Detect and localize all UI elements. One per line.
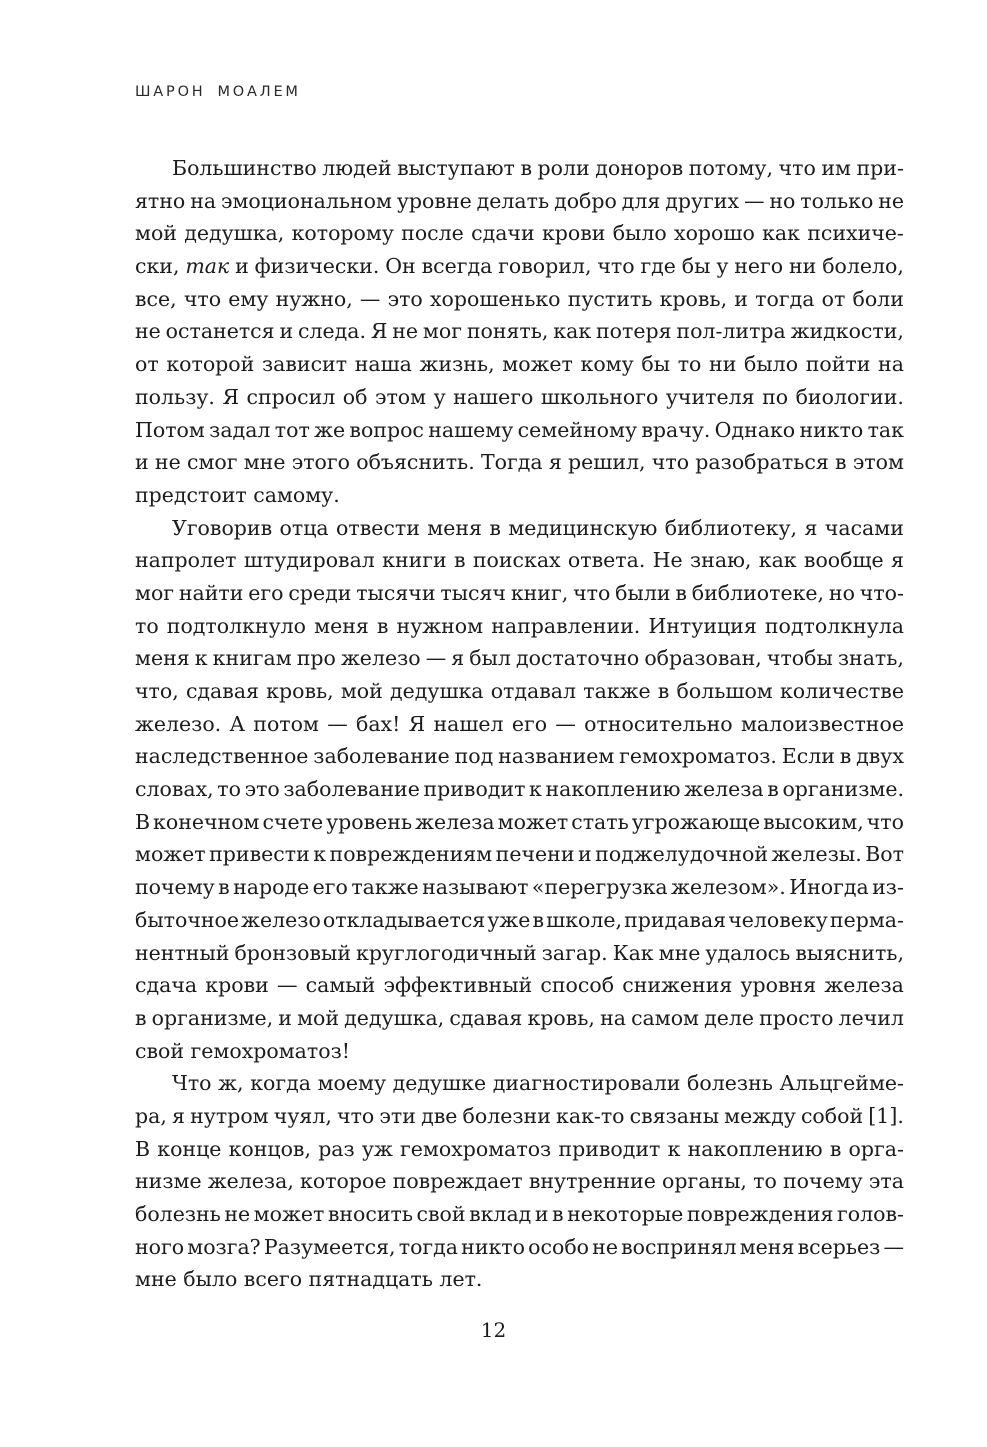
text-line: в организме, и мой дедушка, сдавая кровь, на самом деле просто лечил [135,1005,904,1030]
text-line: низме железа, которое повреждает внутренние органы, то почему эта [135,1169,904,1194]
text-line: ски, так и физически. Он всегда говорил, что где бы у него ни болело, [135,254,904,279]
text-line: не останется и следа. Я не мог понять, как потеря пол-литра жидкости, [135,319,904,344]
text-line: Что ж, когда моему дедушке диагностировали болезнь Альцгейме- [172,1071,904,1096]
text-line: напролет штудировал книги в поисках ответа. Не знаю, как вообще я [135,548,904,573]
text-line: наследственное заболевание под названием гемохроматоз. Если в двух [135,744,904,769]
text-line: словах, то это заболевание приводит к накоплению железа в организме. [135,777,904,802]
paragraph [135,152,904,512]
text-line: В конце концов, раз уж гемохроматоз приводит к накоплению в орга- [135,1136,904,1161]
text-line: все, что ему нужно, — это хорошенько пустить кровь, и тогда от боли [135,286,904,311]
text-line: может привести к повреждениям печени и поджелудочной железы. Вот [135,842,904,867]
text-line: нентный бронзовый круглогодичный загар. Как мне удалось выяснить, [135,940,904,965]
page-number: 12 [480,1318,507,1342]
text-line: болезнь не может вносить свой вклад и в некоторые повреждения голов- [135,1202,904,1226]
text-line: мог найти его среди тысячи тысяч книг, что были в библиотеке, но что- [135,580,904,605]
text-line: пользу. Я спросил об этом у нашего школьного учителя по биологии. [135,384,904,409]
text-line: что, сдавая кровь, мой дедушка отдавал также в большом количестве [135,679,904,703]
text-line: ного мозга? Разумеется, тогда никто особо не воспринял меня всерьез — [135,1234,904,1259]
text-line: ра, я нутром чуял, что эти две болезни как-то связаны между собой [1]. [135,1103,904,1128]
text-line: Большинство людей выступают в роли доноров потому, что им при- [172,156,904,180]
paragraph [135,512,904,1068]
running-header [135,84,301,100]
text-line: почему в народе его также называют «перегрузка железом». Иногда из- [135,875,904,900]
text-line: меня к книгам про железо — я был достаточно образован, чтобы знать, [135,646,904,671]
text-line: то подтолкнуло меня в нужном направлении. Интуиция подтолкнула [135,613,904,638]
paragraph [135,1067,904,1296]
author-last-name: МОАЛЕМ [217,84,301,100]
text-line: предстоит самому. [135,482,340,507]
text-line: ятно на эмоциональном уровне делать добро для других — но только не [135,188,904,213]
text-line: Потом задал тот же вопрос нашему семейному врачу. Однако никто так [135,417,904,442]
text-line: быточное железо откладывается уже в школе, придавая человеку перма- [135,907,904,932]
text-line: Уговорив отца отвести меня в медицинскую библиотеку, я часами [172,515,904,540]
text-line: мой дедушка, которому после сдачи крови было хорошо как психиче- [135,221,904,246]
body-text [135,152,904,1296]
text-line: и не смог мне этого объяснить. Тогда я решил, что разобраться в этом [135,450,904,475]
text-line: мне было всего пятнадцать лет. [135,1267,483,1292]
author-first-name: ШАРОН [135,84,206,100]
text-line: свой гемохроматоз! [135,1038,350,1063]
text-line: железо. А потом — бах! Я нашел его — относительно малоизвестное [135,711,904,736]
text-line: сдача крови — самый эффективный способ снижения уровня железа [135,973,904,998]
text-line: от которой зависит наша жизнь, может кому бы то ни было пойти на [135,352,904,377]
text-line: В конечном счете уровень железа может стать угрожающе высоким, что [135,809,904,834]
